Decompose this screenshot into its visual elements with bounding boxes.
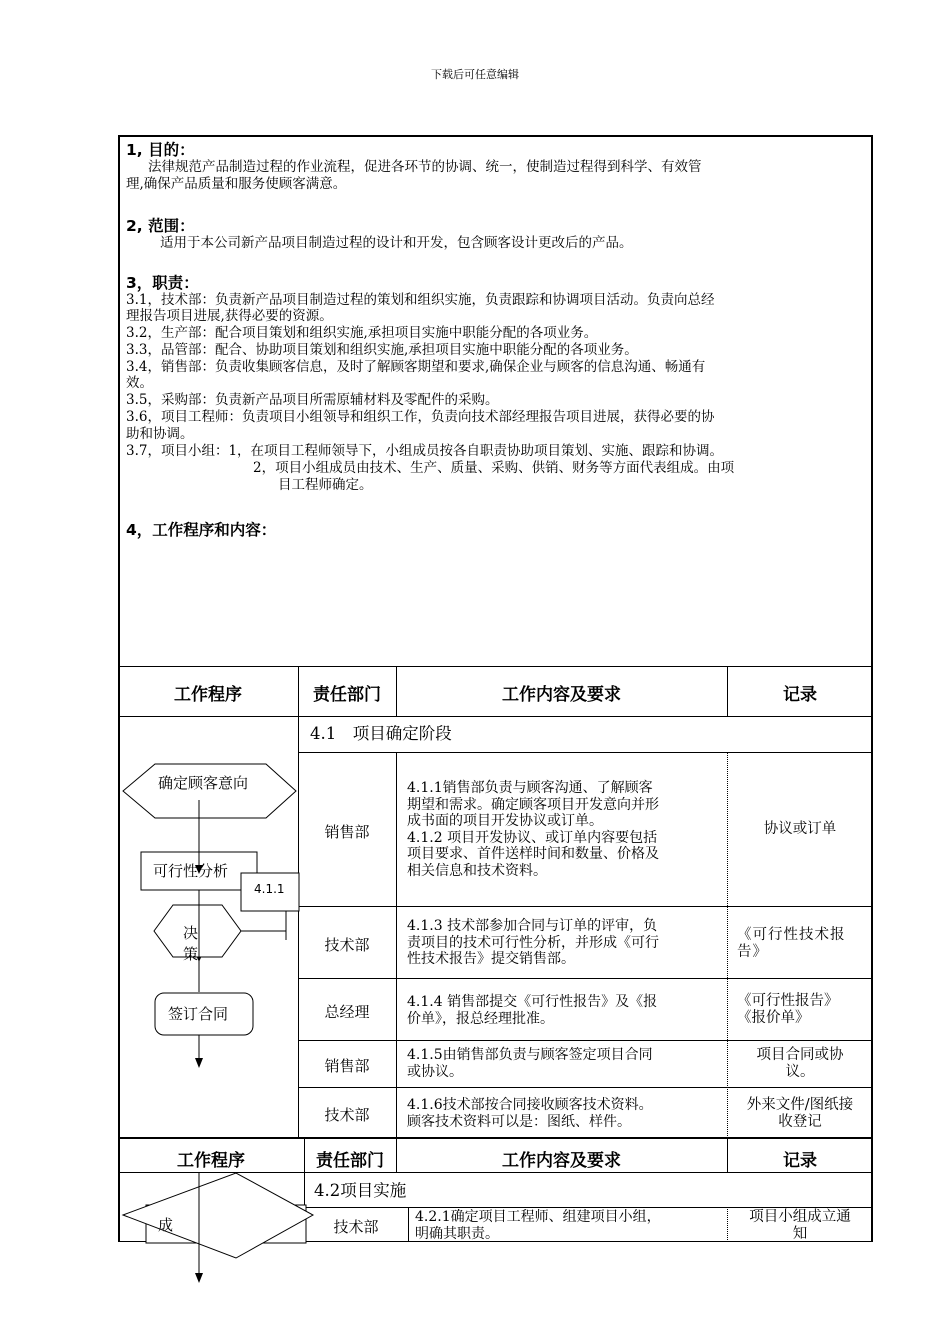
section-3-line: 2，项目小组成员由技术、生产、质量、采购、供销、财务等方面代表组成。由项 [253,460,735,476]
section-3-title: 3，职责： [126,274,199,292]
decision-diamond-shape [123,1173,313,1258]
row-record: 协议或订单 [763,821,837,837]
row-content: 4.1.6技术部按合同接收顾客技术资料。 顾客技术资料可以是：图纸、样件。 [407,1097,653,1130]
section-3-line: 3.5，采购部：负责新产品项目所需原辅材料及零配件的采购。 [126,392,499,408]
table-header-record: 记录 [783,685,817,705]
stage-title: 4.1 项目确定阶段 [310,724,452,743]
flow-node-decision-2: 策 [183,945,199,963]
row-record: 项目合同或协 议。 [756,1047,844,1080]
section-1-line2: 理,确保产品质量和服务使顾客满意。 [126,176,347,192]
row-department: 销售部 [324,1057,370,1075]
section-3-line: 3.2，生产部：配合项目策划和组织实施,承担项目实施中职能分配的各项业务。 [126,325,598,341]
section-1-title: 1, 目的： [126,141,195,159]
section-2-title: 2, 范围： [126,217,195,235]
row-content: 4.1.3 技术部参加合同与订单的评审，负 责项目的技术可行性分析，并形成《可行 性技术报告》提交销售部。 [407,918,659,967]
row-department: 技术部 [324,1106,370,1124]
row-department: 销售部 [324,823,370,841]
section-3-line: 3.3，品管部：配合、协助项目策划和组织实施,承担项目实施中职能分配的各项业务。 [126,342,638,358]
table-header-content: 工作内容及要求 [502,685,621,705]
flow-node-sign-contract: 签订合同 [168,1005,229,1023]
section-3-line: 3.4，销售部：负责收集顾客信息，及时了解顾客期望和要求,确保企业与顾客的信息沟通、畅通有 [126,359,706,375]
row-department: 技术部 [324,936,370,954]
row-record: 《可行性技术报 告》 [737,927,846,960]
row-record: 《可行性报告》 《报价单》 [737,993,839,1026]
table-header-department: 责任部门 [313,685,381,705]
section-1-line1: 法律规范产品制造过程的作业流程，促进各环节的协调、统一，使制造过程得到科学、有效管 [148,159,702,175]
section-3-line: 目工程师确定。 [278,477,373,493]
row-content: 4.1.1销售部负责与顾客沟通、了解顾客 期望和需求。确定顾客项目开发意向并形 成书面的项目开发协议或订单。 4.1.2 项目开发协议、或订单内容要包括 项目要求、首件送样时间和数量、价格及 相关信息和技术资料。 [407,780,659,879]
flow-node-confirm-intent: 确定顾客意向 [158,774,249,792]
row-department: 总经理 [324,1003,370,1021]
section-3-line: 3.1，技术部：负责新产品项目制造过程的策划和组织实施，负责跟踪和协调项目活动。负责向总经 [126,292,715,308]
section-3-line: 3.6，项目工程师：负责项目小组领导和组织工作，负责向技术部经理报告项目进展，获得必要的协 [126,409,715,425]
section-3-line: 效。 [126,375,153,391]
flow-node-feasibility: 可行性分析 [153,862,229,880]
section-4-title: 4，工作程序和内容： [126,521,277,539]
flow-node-ref: 4.1.1 [254,882,285,896]
table-header-procedure: 工作程序 [177,1151,245,1171]
table-header-record: 记录 [783,1151,817,1171]
row-content: 4.2.1确定项目工程师、组建项目小组， 明确其职责。 [415,1209,661,1242]
section-2-line1: 适用于本公司新产品项目制造过程的设计和开发，包含顾客设计更改后的产品。 [160,235,633,251]
header-note: 下载后可任意编辑 [431,68,519,81]
row-content: 4.1.5由销售部负责与顾客签定项目合同 或协议。 [407,1047,653,1080]
flow-node-partial: 成 [158,1216,174,1234]
table-header-procedure: 工作程序 [174,685,242,705]
section-3-line: 3.7，项目小组：1，在项目工程师领导下，小组成员按各自职责协助项目策划、实施、跟踪和协调。 [126,443,724,459]
table-header-content: 工作内容及要求 [502,1151,621,1171]
section-3-line: 助和协调。 [126,426,194,442]
flow-node-decision-1: 决 [183,924,199,942]
table-header-department: 责任部门 [316,1151,384,1171]
row-record: 项目小组成立通 知 [749,1209,851,1242]
section-3-line: 理报告项目进展,获得必要的资源。 [126,308,333,324]
row-department: 技术部 [333,1218,379,1236]
row-record: 外来文件/图纸接 收登记 [746,1097,854,1130]
row-content: 4.1.4 销售部提交《可行性报告》及《报 价单》，报总经理批准。 [407,994,658,1027]
stage-title: 4.2项目实施 [314,1181,407,1200]
